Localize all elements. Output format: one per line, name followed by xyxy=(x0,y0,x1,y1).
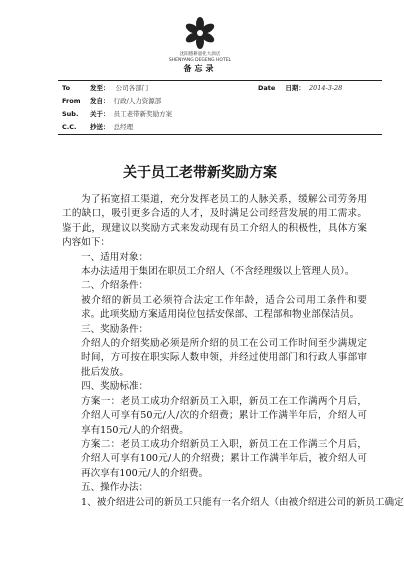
to-row xyxy=(62,84,70,92)
option-2-label: 方案二： xyxy=(81,438,121,450)
date-field xyxy=(258,84,342,92)
section-2-text: 被介绍的新员工必须符合法定工作年龄，适合公司用工条件和要求。此项奖励方案适用岗位包括安保部、工程部和物业部保洁员。 xyxy=(81,294,367,321)
hotel-logo-icon xyxy=(180,14,220,54)
section-5-title: 五、操作办法： xyxy=(81,482,149,494)
intro-paragraph: 为了拓宽招工渠道，充分发挥老员工的人脉关系，缓解公司劳务用工的缺口，吸引更多合适的人才，及时满足公司经营发展的用工需求。鉴于此，现建议以奖励方式来发动现有员工介绍人的积极性，具体方案内容如下： xyxy=(62,194,367,249)
option-1 xyxy=(62,395,367,438)
to-field xyxy=(90,84,148,92)
section-1-text: 本办法适用于集团在职员工介绍人（不含经理级以上管理人员）。 xyxy=(81,266,355,278)
date-label: Date xyxy=(258,84,276,92)
sub-row xyxy=(62,110,78,118)
memo-title: 备忘录 xyxy=(183,63,217,73)
option-1-text: 老员工成功介绍新员工入职，新员工在工作满两个月后，介绍人可享有50元/人/次的介绍费；累计工作满半年后，介绍人可享有150元/人的介绍费。 xyxy=(81,395,368,436)
document-body xyxy=(62,193,404,510)
section-5-text: 1、被介绍进公司的新员工只能有一名介绍人（由被介绍进公司的新员工确定 xyxy=(81,496,404,508)
org-name-en: SHENYANG DEGENG HOTEL xyxy=(168,58,232,63)
sub-label: Sub. xyxy=(62,110,79,118)
to-value: 公司各部门 xyxy=(115,84,149,92)
cc-cn-label: 抄送： xyxy=(90,123,110,131)
option-2-text: 老员工成功介绍新员工入职，新员工在工作满三个月后，介绍人可享有100元/人的介绍费；累计工作满半年后，被介绍人可再次享有100元/人的介绍费。 xyxy=(81,438,368,479)
from-row xyxy=(62,97,80,105)
option-2 xyxy=(62,438,367,481)
sub-value: 员工老带新奖励方案 xyxy=(113,110,173,118)
from-cn-label: 发自： xyxy=(90,97,110,105)
date-value: 2014-3-28 xyxy=(308,84,343,92)
sub-field xyxy=(90,110,172,118)
header-divider-bottom xyxy=(58,134,382,135)
from-label: From xyxy=(62,97,81,105)
cc-label: C.C. xyxy=(62,123,77,131)
from-value: 行政/人力资源部 xyxy=(113,97,162,105)
date-cn-label: 日期： xyxy=(285,84,305,92)
section-3-text: 介绍人的介绍奖励必须是所介绍的员工在公司工作时间至少满规定时间，方可按在职实际人数申领，并经过使用部门和行政人事部审批后发放。 xyxy=(81,338,367,378)
cc-value: 总经理 xyxy=(113,123,134,131)
to-label: To xyxy=(62,84,71,92)
sub-cn-label: 关于： xyxy=(90,110,110,118)
org-name-cn: 沈阳德耕量化大酒店 xyxy=(179,52,221,57)
option-1-label: 方案一： xyxy=(81,395,121,407)
section-3-title: 三、奖励条件： xyxy=(81,323,149,335)
section-1-title: 一、适用对象： xyxy=(81,251,149,263)
header-divider-top xyxy=(58,80,382,81)
document-title: 关于员工老带新奖励方案 xyxy=(123,165,277,181)
section-4-title: 四、奖励标准： xyxy=(81,381,149,393)
to-cn-label: 发至： xyxy=(90,84,110,92)
cc-row xyxy=(62,123,76,131)
from-field xyxy=(90,97,161,105)
section-2-title: 二、介绍条件： xyxy=(81,280,149,292)
cc-field xyxy=(90,123,133,131)
